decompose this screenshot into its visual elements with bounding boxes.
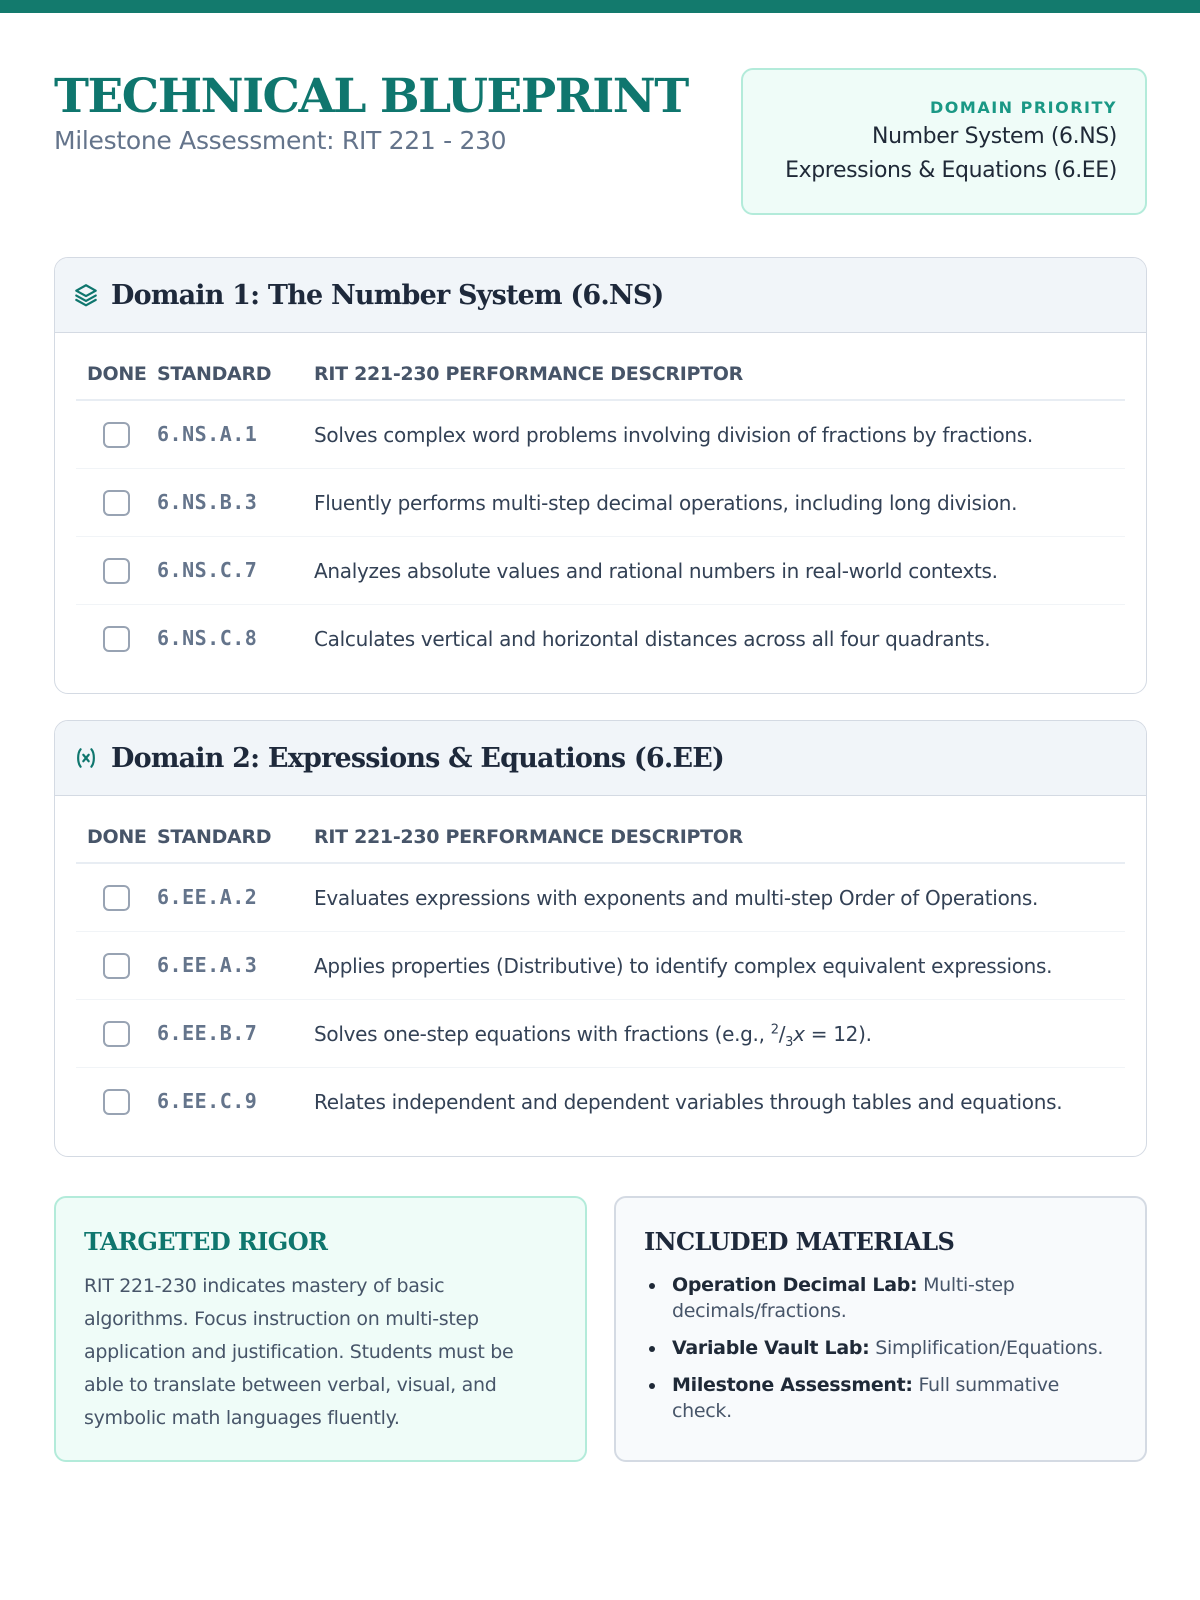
domain-1-table (76, 333, 1125, 673)
material-name: Operation Decimal Lab: (672, 1274, 918, 1296)
table-row (76, 864, 1125, 932)
done-checkbox[interactable] (103, 422, 130, 448)
done-checkbox[interactable] (103, 490, 130, 516)
domain-priority-box (741, 68, 1147, 215)
domain-priority-label: DOMAIN PRIORITY (930, 98, 1117, 117)
standard-code: 6.EE.B.7 (157, 1021, 258, 1045)
standard-code: 6.EE.A.2 (157, 885, 258, 909)
performance-descriptor: Solves one-step equations with fractions (e.g., $^2/_3x = 12$). (314, 1022, 872, 1050)
list-item (644, 1272, 1118, 1324)
performance-descriptor: Calculates vertical and horizontal distances across all four quadrants. (314, 627, 991, 651)
page-title: TECHNICAL BLUEPRINT (54, 69, 688, 124)
targeted-rigor-body (84, 1270, 558, 1435)
rigor-line: symbolic math languages fluently. (84, 1407, 400, 1429)
descriptor-text: = 12). (804, 1022, 872, 1046)
done-checkbox[interactable] (103, 1089, 130, 1115)
standard-code: 6.EE.C.9 (157, 1089, 258, 1113)
standard-code: 6.NS.C.7 (157, 558, 258, 582)
descriptor-text: Solves one-step equations with fractions (e.g., (314, 1022, 771, 1046)
table-row (76, 1068, 1125, 1136)
materials-list (644, 1272, 1118, 1424)
domain-priority-item: Expressions & Equations (6.EE) (785, 158, 1117, 183)
domain-2-table (76, 796, 1125, 1136)
performance-descriptor: Evaluates expressions with exponents and multi-step Order of Operations. (314, 886, 1039, 910)
material-detail: Multi-step (917, 1274, 1015, 1296)
page-subtitle: Milestone Assessment: RIT 221 - 230 (54, 126, 507, 155)
standard-code: 6.NS.C.8 (157, 626, 258, 650)
targeted-rigor-title: TARGETED RIGOR (84, 1227, 328, 1256)
standard-code: 6.NS.A.1 (157, 422, 258, 446)
material-detail: decimals/fractions. (672, 1300, 847, 1322)
performance-descriptor: Relates independent and dependent variables through tables and equations. (314, 1090, 1063, 1114)
variable-icon (73, 745, 99, 771)
column-descriptor: RIT 221-230 PERFORMANCE DESCRIPTOR (314, 826, 743, 848)
performance-descriptor: Applies properties (Distributive) to identify complex equivalent expressions. (314, 954, 1053, 978)
page-header (54, 70, 688, 155)
table-header (76, 796, 1125, 864)
fraction-numerator: 2 (770, 1022, 779, 1038)
list-item (644, 1335, 1118, 1361)
column-done: DONE (87, 826, 147, 848)
table-row (76, 1000, 1125, 1068)
performance-descriptor: Fluently performs multi-step decimal operations, including long division. (314, 491, 1018, 515)
layers-icon (73, 282, 99, 308)
material-name: Variable Vault Lab: (672, 1337, 870, 1359)
done-checkbox[interactable] (103, 953, 130, 979)
domain-1-header (55, 258, 1146, 333)
table-row (76, 537, 1125, 605)
done-checkbox[interactable] (103, 885, 130, 911)
done-checkbox[interactable] (103, 626, 130, 652)
column-standard: STANDARD (157, 826, 272, 848)
table-row (76, 469, 1125, 537)
table-row (76, 605, 1125, 673)
fraction-denominator: 3 (785, 1035, 794, 1050)
domain-2-header (55, 721, 1146, 796)
rigor-line: RIT 221-230 indicates mastery of basic (84, 1275, 445, 1297)
material-name: Milestone Assessment: (672, 1374, 913, 1396)
rigor-line: application and justification. Students must be (84, 1341, 514, 1363)
standard-code: 6.EE.A.3 (157, 953, 258, 977)
targeted-rigor-card (54, 1196, 587, 1462)
rigor-line: able to translate between verbal, visual, and (84, 1374, 497, 1396)
domain-1-section (54, 257, 1147, 694)
done-checkbox[interactable] (103, 558, 130, 584)
column-descriptor: RIT 221-230 PERFORMANCE DESCRIPTOR (314, 363, 743, 385)
performance-descriptor: Analyzes absolute values and rational numbers in real-world contexts. (314, 559, 998, 583)
table-header (76, 333, 1125, 401)
domain-2-title: Domain 2: Expressions & Equations (6.EE) (111, 742, 725, 774)
top-accent-bar (0, 0, 1200, 13)
done-checkbox[interactable] (103, 1021, 130, 1047)
column-standard: STANDARD (157, 363, 272, 385)
material-detail: Simplification/Equations. (869, 1337, 1104, 1359)
table-row (76, 932, 1125, 1000)
list-item (644, 1372, 1118, 1424)
performance-descriptor: Solves complex word problems involving division of fractions by fractions. (314, 423, 1033, 447)
included-materials-title: INCLUDED MATERIALS (644, 1227, 955, 1256)
table-row (76, 401, 1125, 469)
domain-priority-item: Number System (6.NS) (872, 124, 1117, 149)
domain-1-title: Domain 1: The Number System (6.NS) (111, 279, 664, 311)
material-detail: Full summative check. (672, 1374, 1060, 1422)
standard-code: 6.NS.B.3 (157, 490, 258, 514)
rigor-line: algorithms. Focus instruction on multi-step (84, 1308, 479, 1330)
column-done: DONE (87, 363, 147, 385)
domain-2-section (54, 720, 1147, 1157)
variable: x (793, 1022, 805, 1046)
included-materials-card (614, 1196, 1147, 1462)
